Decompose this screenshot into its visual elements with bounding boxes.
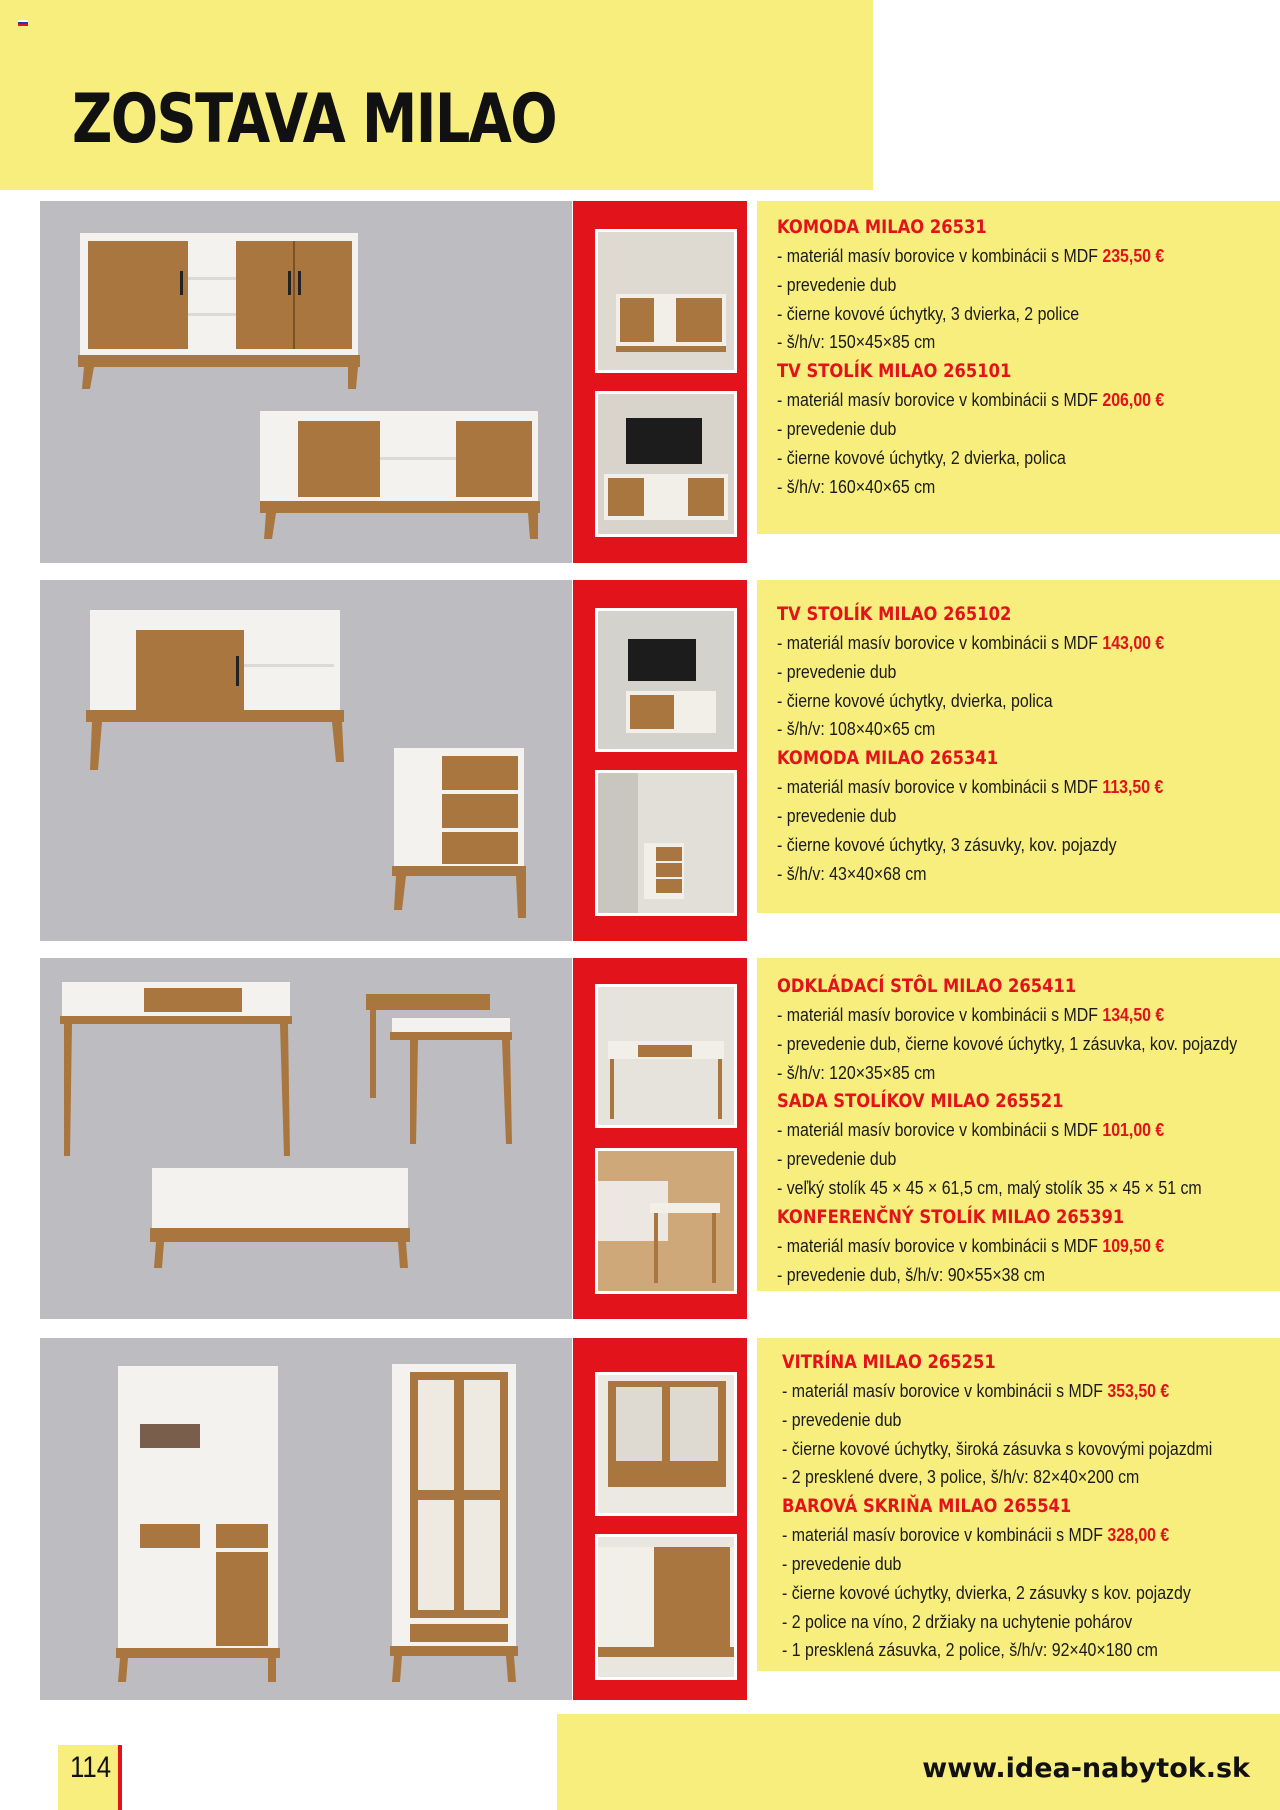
- product-line: - prevedenie dub: [777, 1148, 897, 1170]
- room-photo-komoda-2: [598, 773, 734, 913]
- price: 235,50 €: [1102, 245, 1165, 266]
- product-line: - materiál masív borovice v kombinácii s MDF 109,50 €: [777, 1234, 1165, 1256]
- product-line: - materiál masív borovice v kombinácii s MDF 101,00 €: [777, 1119, 1165, 1141]
- product-line: - čierne kovové úchytky, dvierka, polica: [777, 689, 1053, 711]
- section-2: [40, 580, 1280, 941]
- product-block: [777, 744, 1280, 888]
- red-thumbnail-column: [573, 958, 747, 1319]
- thumbnail-sada-stolikov: [595, 1148, 737, 1294]
- product-info-panel: [757, 201, 1280, 534]
- price: 134,50 €: [1102, 1004, 1165, 1025]
- product-line: - materiál masív borovice v kombinácii s MDF 353,50 €: [782, 1380, 1170, 1401]
- product-photo-vitrina-barova-skrina: [40, 1338, 572, 1700]
- section-3: [40, 958, 1280, 1319]
- sideboard-illustration: [40, 201, 572, 563]
- page-title: ZOSTAVA MILAO: [72, 80, 557, 159]
- product-block: [777, 600, 1280, 744]
- product-line: - prevedenie dub: [782, 1552, 902, 1574]
- product-block: [777, 1087, 1280, 1202]
- price: 101,00 €: [1102, 1119, 1165, 1141]
- product-line: - čierne kovové úchytky, 2 dvierka, polica: [777, 446, 1066, 468]
- product-block: [782, 1348, 1280, 1492]
- thumbnail-komoda: [595, 229, 737, 373]
- room-photo-barova-skrina: [598, 1537, 734, 1677]
- thumbnail-odkladaci-stol: [595, 984, 737, 1128]
- price: 353,50 €: [1107, 1380, 1170, 1401]
- product-title: KOMODA MILAO 26531: [777, 216, 987, 238]
- product-line: - š/h/v: 120×35×85 cm: [777, 1061, 936, 1083]
- price: 113,50 €: [1102, 776, 1164, 798]
- cabinets-illustration: [40, 1338, 572, 1700]
- section-1: [40, 201, 1280, 563]
- product-line: - materiál masív borovice v kombinácii s MDF 113,50 €: [777, 776, 1164, 798]
- page-number: 114: [70, 1751, 112, 1784]
- room-photo-tv-stolik-2: [598, 611, 734, 749]
- room-photo-komoda: [598, 232, 734, 370]
- product-block: [777, 213, 1280, 357]
- product-title: KONFERENČNÝ STOLÍK MILAO 265391: [777, 1205, 1125, 1228]
- product-line: - materiál masív borovice v kombinácii s MDF 235,50 €: [777, 245, 1165, 266]
- product-line: - materiál masív borovice v kombinácii s MDF 143,00 €: [777, 632, 1165, 653]
- product-title: BAROVÁ SKRIŇA MILAO 265541: [782, 1495, 1072, 1518]
- product-block: [782, 1492, 1280, 1665]
- product-title: SADA STOLÍKOV MILAO 265521: [777, 1090, 1064, 1113]
- product-line: - 1 presklená zásuvka, 2 police, š/h/v: 92×40×180 cm: [782, 1639, 1158, 1661]
- product-line: - materiál masív borovice v kombinácii s MDF 328,00 €: [782, 1524, 1170, 1546]
- thumbnail-vitrina: [595, 1372, 737, 1516]
- section-4: [40, 1338, 1280, 1700]
- product-block: [777, 357, 1280, 501]
- product-line: - prevedenie dub: [777, 417, 897, 439]
- product-line: - š/h/v: 160×40×65 cm: [777, 475, 936, 497]
- price: 206,00 €: [1102, 389, 1165, 411]
- product-title: KOMODA MILAO 265341: [777, 747, 999, 770]
- price: 143,00 €: [1102, 632, 1165, 653]
- product-line: - 2 police na víno, 2 držiaky na uchytenie pohárov: [782, 1610, 1133, 1632]
- thumbnail-barova-skrina: [595, 1534, 737, 1680]
- thumbnail-tv-stolik: [595, 391, 737, 537]
- room-photo-sada-stolikov: [598, 1151, 734, 1291]
- product-info-panel: [757, 1338, 1280, 1671]
- product-line: - prevedenie dub: [777, 804, 897, 826]
- website-link[interactable]: www.idea-nabytok.sk: [922, 1753, 1250, 1784]
- product-block: [777, 972, 1280, 1087]
- product-photo-komoda-tv-stolik: [40, 201, 572, 563]
- product-line: - prevedenie dub: [777, 660, 897, 682]
- product-line: - materiál masív borovice v kombinácii s MDF 206,00 €: [777, 389, 1165, 411]
- room-photo-odkladaci-stol: [598, 987, 734, 1125]
- product-title: TV STOLÍK MILAO 265101: [777, 360, 1012, 383]
- product-title: TV STOLÍK MILAO 265102: [777, 603, 1012, 625]
- price: 109,50 €: [1102, 1234, 1165, 1256]
- product-line: - š/h/v: 43×40×68 cm: [777, 862, 927, 884]
- product-info-panel: [757, 580, 1280, 913]
- product-line: - 2 presklené dvere, 3 police, š/h/v: 82×40×200 cm: [782, 1466, 1140, 1488]
- product-line: - materiál masív borovice v kombinácii s MDF 134,50 €: [777, 1004, 1165, 1025]
- product-line: - prevedenie dub: [777, 273, 897, 295]
- product-line: - prevedenie dub: [782, 1408, 902, 1430]
- product-line: - prevedenie dub, š/h/v: 90×55×38 cm: [777, 1263, 1045, 1285]
- tables-illustration: [40, 958, 572, 1319]
- product-line: - čierne kovové úchytky, dvierka, 2 zásuvky s kov. pojazdy: [782, 1581, 1191, 1603]
- thumbnail-tv-stolik-2: [595, 608, 737, 752]
- product-line: - š/h/v: 150×45×85 cm: [777, 331, 936, 353]
- product-line: - veľký stolík 45 × 45 × 61,5 cm, malý stolík 35 × 45 × 51 cm: [777, 1176, 1202, 1198]
- product-title: ODKLÁDACÍ STÔL MILAO 265411: [777, 975, 1077, 997]
- flag-icon: [18, 20, 28, 26]
- product-line: - prevedenie dub, čierne kovové úchytky, 1 zásuvka, kov. pojazdy: [777, 1032, 1238, 1054]
- product-photo-tv-stolik-komoda: [40, 580, 572, 941]
- thumbnail-komoda-2: [595, 770, 737, 916]
- red-thumbnail-column: [573, 201, 747, 563]
- product-block: [777, 1203, 1280, 1290]
- tv-stand-illustration: [40, 580, 572, 941]
- product-line: - čierne kovové úchytky, 3 dvierka, 2 police: [777, 302, 1080, 324]
- product-title: VITRÍNA MILAO 265251: [782, 1351, 996, 1373]
- product-line: - čierne kovové úchytky, široká zásuvka s kovovými pojazdmi: [782, 1437, 1213, 1459]
- price: 328,00 €: [1107, 1524, 1170, 1546]
- room-photo-tv-stolik: [598, 394, 734, 534]
- product-line: - š/h/v: 108×40×65 cm: [777, 718, 936, 740]
- red-thumbnail-column: [573, 1338, 747, 1700]
- product-info-panel: [757, 958, 1280, 1291]
- red-thumbnail-column: [573, 580, 747, 941]
- product-photo-stoly: [40, 958, 572, 1319]
- product-line: - čierne kovové úchytky, 3 zásuvky, kov. pojazdy: [777, 833, 1117, 855]
- room-photo-vitrina: [598, 1375, 734, 1513]
